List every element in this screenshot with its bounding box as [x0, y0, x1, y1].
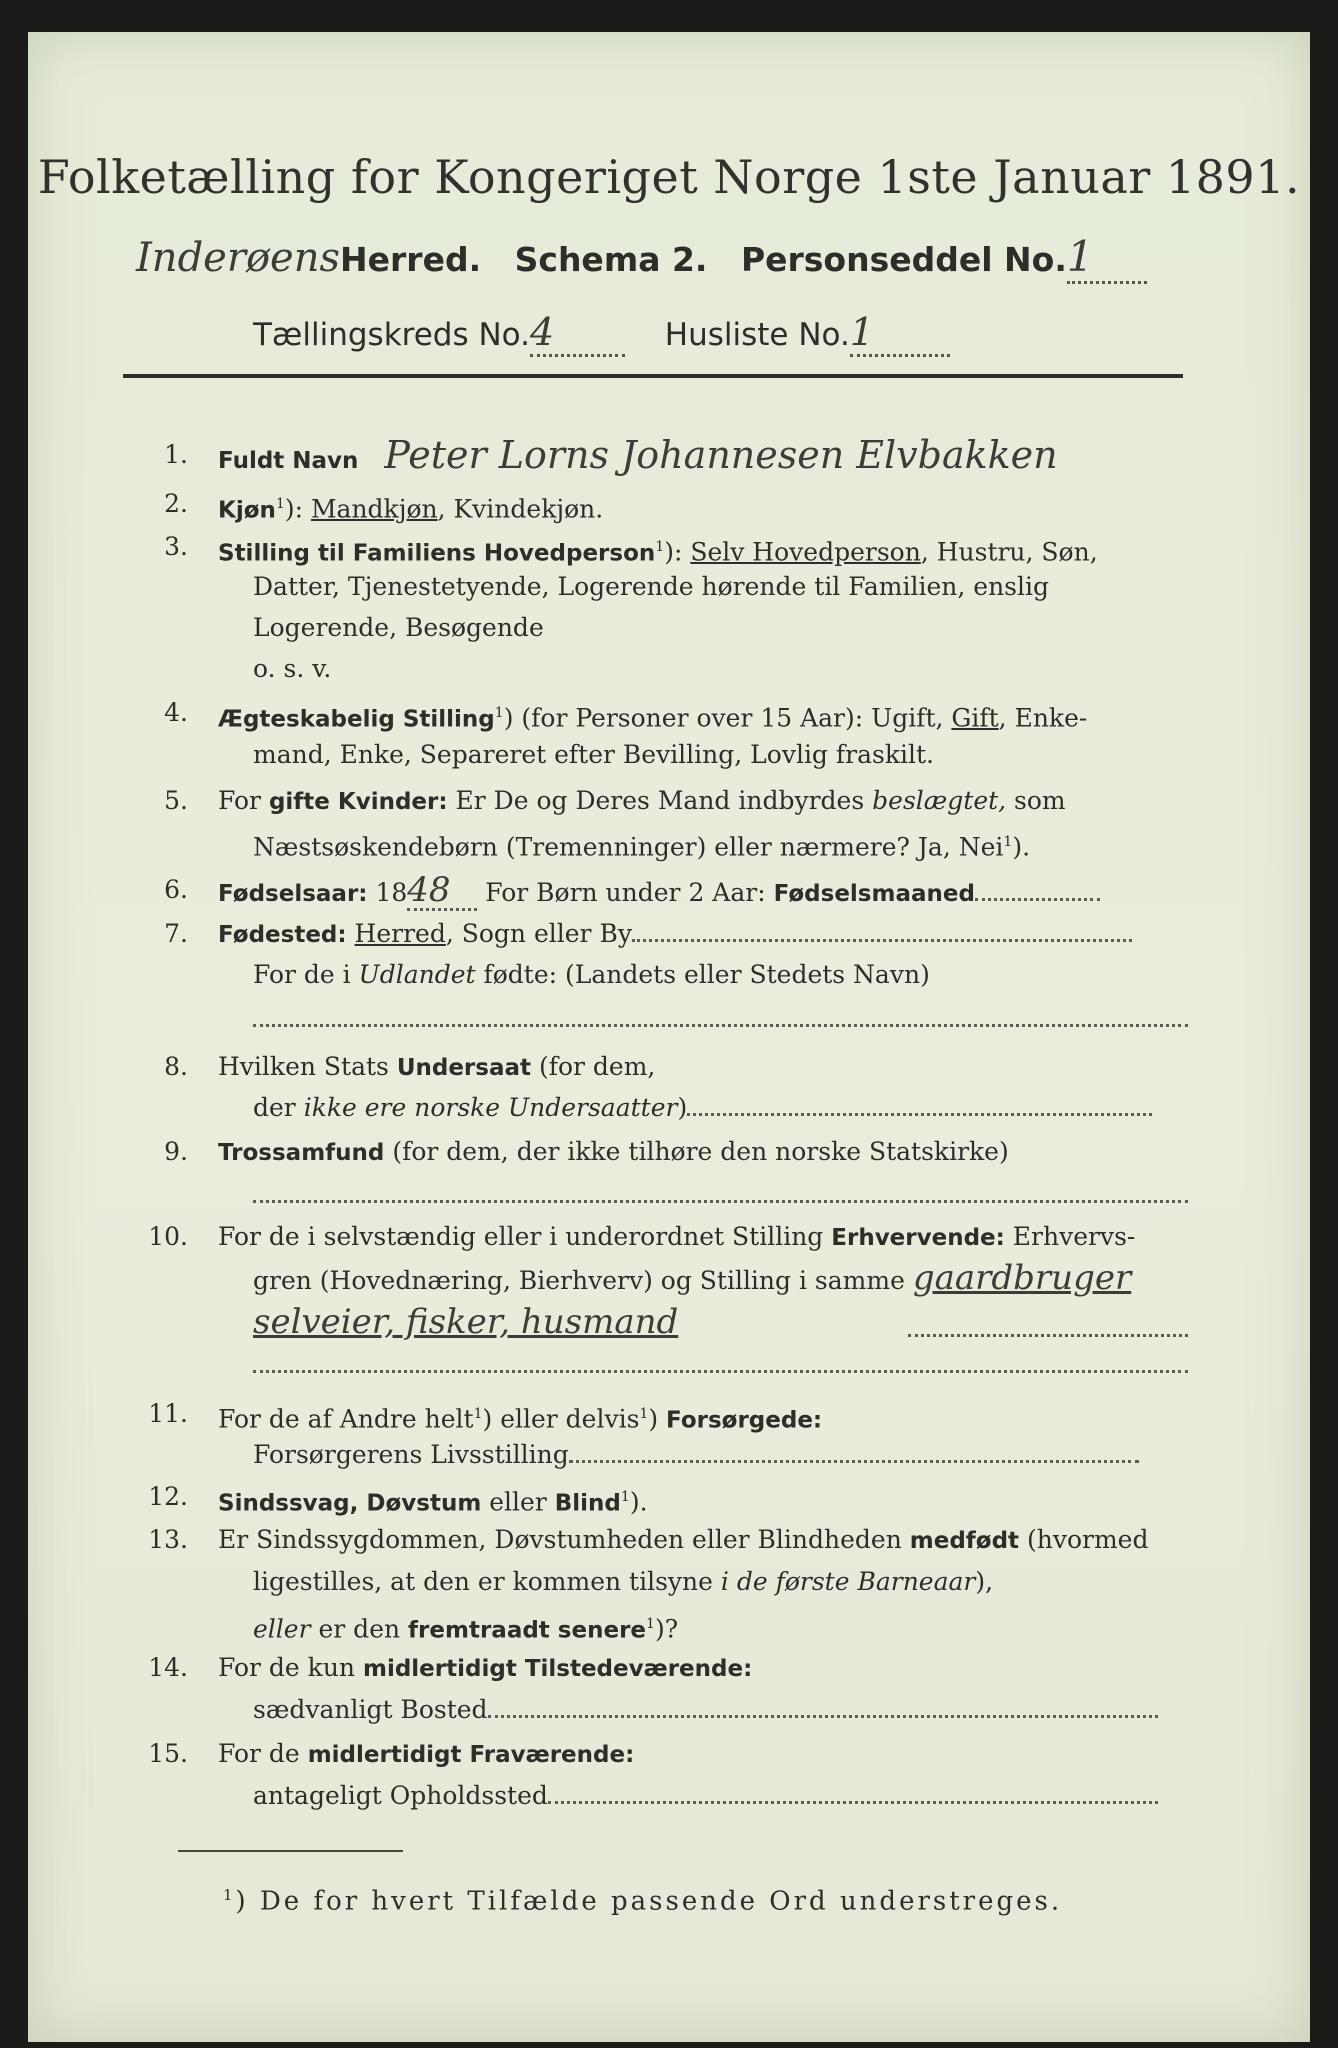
question-number: 13.	[148, 1525, 188, 1554]
citizenship-label: Undersaat	[396, 1055, 531, 1081]
question-number: 11.	[148, 1399, 188, 1428]
birth-year-prefix: 18	[367, 878, 408, 907]
footnote	[223, 1886, 1062, 1917]
married-women-rest: som	[1006, 786, 1066, 815]
schema-label: Schema 2.	[514, 240, 708, 279]
birth-month-label: Fødselsmaaned	[773, 881, 975, 907]
marital-status-label: Ægteskabelig Stilling	[218, 706, 495, 733]
occupation-label: Erhvervende:	[831, 1225, 1005, 1251]
marital-status-rest: , Enke-	[998, 703, 1088, 733]
header-line-herred	[136, 232, 1160, 288]
question-number: 6.	[164, 875, 188, 904]
occupation-value-2: selveier, fisker, husmand	[253, 1302, 679, 1342]
congenital-line-2-end: ),	[975, 1567, 994, 1596]
disability-label: Sindssvag, Døvstum	[218, 1490, 482, 1517]
birthplace-label: Fødested:	[218, 922, 347, 948]
question-number: 2.	[164, 489, 188, 518]
census-form-sheet: Folketælling for Kongeriget Norge 1ste Januar 1891. InderøensHerred. Schema 2. Personseddel No.1 Tællingskreds No.4 Husliste No.1 1. Fuldt Navn Peter Lorns Johannesen Elvbakken 2. Kjøn$^1$): Mandkjøn, Kvindekjøn. 3. Stilling til Familiens Hovedperson$^1$): Selv Hovedperson, Hustru, Søn, Datter, Tjenestetyende, Logerende hørende til Familien, enslig Logerende, Besøgende o. s. v. 4. Ægteskabelig Stilling$^1$) (for Personer over 15 Aar): Ugift, Gift, Enke- mand, Enke, Separeret efter Bevilling, Lovlig fraskilt. 5. For gifte Kvinder: Er De og Deres Mand indbyrdes beslægtet, som Næstsøskendebørn (Tremenninger) eller nærmere? Ja, Nei$^1$). 6. Fødselsaar: 1848 For Børn under 2 Aar: Fødselsmaaned 7. Fødested: Herred, Sogn eller By For de i Udlandet fødte: (Landets eller Stedets Navn) 8. Hvilken Stats Undersaat (for dem, der ikke ere norske Undersaatter) 9. Trossamfund (for dem, der ikke tilhøre den norske Statskirke) 10. For de i selvstændig eller i underordnet Stilling Erhvervende: Erhvervs- gren (Hovednæring, Bierhverv) og Stilling i samme gaardbruger selveier, fisker, husmand 11. For de af Andre helt$^1$) eller delvis$^1$) Forsørgede: Forsørgerens Livsstilling 12. Sindssvag, Døvstum eller Blind$^1$). 13. Er Sindssygdommen, Døvstumheden eller Blindheden medfødt (hvormed ligestilles, at den er kommen tilsyne i de første Barneaar), eller er den fremtraadt senere$^1$)? 14. For de kun midlertidigt Tilstedeværende: sædvanligt Bosted 15. For de midlertidigt Fraværende: antageligt Opholdssted $^1$) De for hvert Tilfælde passende Ord understreges.	[28, 32, 1310, 2042]
temporary-present-label: midlertidigt Tilstedeværende:	[362, 1656, 753, 1682]
sex-option-male: Mandkjøn	[310, 494, 438, 524]
temporary-absent-pre: For de	[218, 1739, 308, 1768]
married-women-text: Er De og Deres Mand indbyrdes	[447, 786, 873, 815]
family-position-options-3: Logerende, Besøgende	[253, 613, 544, 642]
congenital-label: medfødt	[909, 1528, 1020, 1554]
religion-field	[253, 1200, 1188, 1203]
question-number: 12.	[148, 1482, 188, 1511]
family-position-options-4: o. s. v.	[253, 654, 332, 683]
temporary-present-pre: For de kun	[218, 1653, 363, 1682]
footnote-ref: 1	[646, 1616, 655, 1632]
sex-option-female: , Kvindekjøn.	[437, 494, 604, 524]
religion-text: (for dem, der ikke tilhøre den norske Statskirke)	[384, 1137, 1009, 1166]
footnote-ref: 1	[473, 1406, 483, 1422]
birth-year-value: 48	[407, 872, 477, 911]
abroad-field	[253, 1024, 1188, 1027]
question-number: 10.	[148, 1222, 188, 1251]
header-rule	[123, 374, 1183, 378]
husliste-value: 1	[850, 310, 950, 357]
marital-status-options-2: mand, Enke, Separeret efter Bevilling, Lovlig fraskilt.	[253, 740, 934, 769]
family-position-selected: Selv Hovedperson	[690, 537, 921, 567]
family-position-label: Stilling til Familiens Hovedperson	[218, 540, 656, 567]
married-women-pre: For	[218, 786, 269, 815]
herred-label: Herred.	[340, 240, 482, 279]
herred-value: Inderøens	[136, 235, 341, 281]
citizenship-text: Hvilken Stats	[218, 1052, 397, 1081]
usual-residence-field	[488, 1695, 1158, 1718]
birth-month-field	[975, 878, 1100, 901]
congenital-line-3-mid: er den	[310, 1614, 409, 1644]
blind-label: Blind	[554, 1490, 621, 1517]
birth-month-text: For Børn under 2 Aar:	[477, 878, 774, 907]
question-number: 4.	[164, 698, 188, 727]
footnote-marker: 1	[223, 1886, 236, 1904]
usual-residence-label: sædvanligt Bosted	[253, 1695, 488, 1724]
citizenship-rest: (for dem,	[531, 1052, 656, 1081]
married-women-italic: beslægtet,	[872, 786, 1007, 815]
kreds-value: 4	[530, 310, 625, 357]
supported-end: )	[648, 1404, 667, 1434]
occupation-field-2	[253, 1370, 1188, 1373]
sex-label: Kjøn	[218, 497, 276, 524]
married-women-end: ).	[1012, 832, 1031, 862]
footnote-ref: 1	[655, 539, 665, 555]
footnote-ref: 1	[275, 496, 285, 512]
congenital-line-2-italic: i de første Barneaar	[720, 1567, 976, 1596]
personseddel-value: 1	[1067, 232, 1147, 284]
family-position-options: , Hustru, Søn,	[920, 537, 1098, 567]
occupation-field-end	[908, 1334, 1188, 1337]
later-onset-label: fremtraadt senere	[408, 1617, 647, 1644]
footnote-ref: 1	[639, 1406, 649, 1422]
question-number: 14.	[148, 1653, 188, 1682]
footnote-ref: 1	[1003, 834, 1013, 850]
occupation-line-2: gren (Hovednæring, Bierhverv) og Stilling i samme	[253, 1266, 905, 1295]
birthplace-selected: Herred	[354, 919, 446, 948]
abroad-italic: Udlandet	[358, 960, 476, 989]
birthplace-field	[632, 919, 1132, 942]
citizenship-line-2-italic: ikke ere norske Undersaatter	[303, 1093, 678, 1122]
question-number: 9.	[164, 1137, 188, 1166]
disability-mid: eller	[481, 1487, 555, 1517]
occupation-value-1: gaardbruger	[912, 1258, 1132, 1298]
provider-occupation-label: Forsørgerens Livsstilling	[253, 1440, 569, 1469]
citizenship-field	[687, 1093, 1152, 1116]
question-number: 7.	[164, 919, 188, 948]
supported-label: Forsørgede:	[666, 1407, 823, 1434]
marital-status-text: (for Personer over 15 Aar): Ugift,	[513, 703, 952, 733]
disability-end: ).	[629, 1487, 648, 1517]
question-number: 15.	[148, 1739, 188, 1768]
congenital-line-3-end: )?	[654, 1614, 679, 1644]
birthplace-options: , Sogn eller By	[445, 919, 632, 948]
full-name-label: Fuldt Navn	[218, 448, 359, 474]
congenital-text: Er Sindssygdommen, Døvstumheden eller Blindheden	[218, 1525, 910, 1554]
congenital-line-3-italic: eller	[253, 1614, 311, 1644]
question-number: 3.	[164, 532, 188, 561]
footnote-separator	[178, 1850, 403, 1852]
personseddel-label: Personseddel No.	[740, 240, 1067, 279]
abroad-pre: For de i	[253, 960, 359, 989]
question-number: 8.	[164, 1052, 188, 1081]
header-line-kreds	[253, 310, 950, 360]
citizenship-line-2-pre: der	[253, 1093, 304, 1122]
abroad-rest: fødte: (Landets eller Stedets Navn)	[475, 960, 930, 989]
congenital-rest: (hvormed	[1019, 1525, 1149, 1554]
temporary-absent-label: midlertidigt Fraværende:	[307, 1742, 635, 1768]
question-number: 5.	[164, 786, 188, 815]
married-women-line-2: Næstsøskendebørn (Tremenninger) eller nærmere? Ja, Nei	[253, 832, 1004, 862]
presumed-location-field	[548, 1781, 1158, 1804]
occupation-text: For de i selvstændig eller i underordnet Stilling	[218, 1222, 832, 1251]
footnote-ref: 1	[620, 1489, 630, 1505]
kreds-label: Tællingskreds No.	[253, 317, 530, 353]
occupation-rest: Erhvervs-	[1004, 1222, 1136, 1251]
husliste-label: Husliste No.	[664, 317, 850, 353]
footnote-text: ) De for hvert Tilfælde passende Ord understreges.	[235, 1886, 1063, 1917]
religion-label: Trossamfund	[218, 1140, 385, 1166]
supported-mid: ) eller delvis	[482, 1404, 640, 1434]
provider-occupation-field	[569, 1440, 1139, 1463]
birth-year-label: Fødselsaar:	[218, 881, 368, 907]
full-name-value: Peter Lorns Johannesen Elvbakken	[384, 433, 1058, 477]
question-number: 1.	[164, 440, 188, 469]
presumed-location-label: antageligt Opholdssted	[253, 1781, 548, 1810]
marital-status-selected: Gift	[951, 703, 999, 733]
congenital-line-2-pre: ligestilles, at den er kommen tilsyne	[253, 1567, 721, 1596]
family-position-options-2: Datter, Tjenestetyende, Logerende hørende til Familien, enslig	[253, 572, 1050, 601]
supported-text: For de af Andre helt	[218, 1404, 474, 1434]
citizenship-line-2-end: )	[677, 1093, 688, 1122]
form-title: Folketælling for Kongeriget Norge 1ste Januar 1891.	[37, 150, 1301, 204]
married-women-label: gifte Kvinder:	[268, 789, 448, 815]
footnote-ref: 1	[494, 705, 504, 721]
